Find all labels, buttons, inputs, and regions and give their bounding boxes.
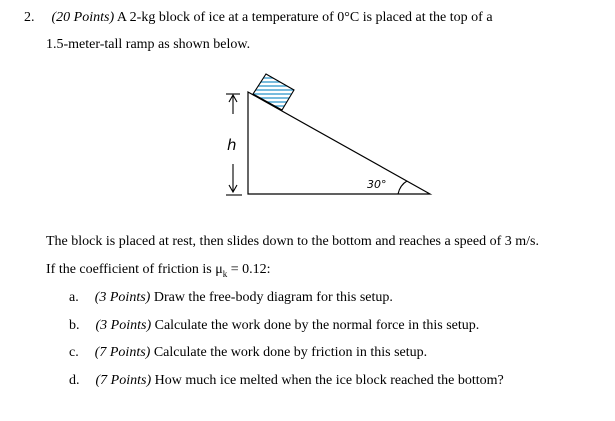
part-letter: b. xyxy=(69,318,80,333)
part-letter: a. xyxy=(69,290,79,305)
part-text: Calculate the work done by the normal force in this setup. xyxy=(154,318,480,333)
ramp-diagram xyxy=(220,64,440,204)
ice-block xyxy=(253,74,294,110)
list-item xyxy=(69,318,479,334)
part-letter: d. xyxy=(69,373,80,388)
friction-subscript: k xyxy=(222,269,228,279)
part-text: Draw the free-body diagram for this setup. xyxy=(153,290,393,305)
body-line-2 xyxy=(46,262,271,278)
part-text: Calculate the work done by friction in this setup. xyxy=(153,345,428,360)
part-letter: c. xyxy=(69,345,79,360)
problem-number: 2. xyxy=(24,10,35,25)
part-points: (7 Points) xyxy=(95,373,152,388)
angle-label: 30° xyxy=(367,178,387,191)
part-points: (3 Points) xyxy=(94,290,151,305)
problem-line-1 xyxy=(24,10,493,26)
ramp-triangle xyxy=(248,92,430,194)
list-item xyxy=(69,290,393,306)
friction-suffix: = 0.12: xyxy=(227,262,271,277)
problem-text-line-2: 1.5-meter-tall ramp as shown below. xyxy=(46,37,251,52)
body-line-1: The block is placed at rest, then slides down to the bottom and reaches a speed of 3 m/s. xyxy=(46,234,539,249)
list-item xyxy=(69,373,504,389)
list-item xyxy=(69,345,427,361)
part-points: (7 Points) xyxy=(94,345,151,360)
part-text: How much ice melted when the ice block reached the bottom? xyxy=(154,373,504,388)
part-points: (3 Points) xyxy=(95,318,152,333)
problem-text-line-1: A 2-kg block of ice at a temperature of 0°C is placed at the top of a xyxy=(116,10,493,25)
friction-prefix: If the coefficient of friction is μ xyxy=(46,262,223,277)
height-label: h xyxy=(227,136,237,154)
problem-points: (20 Points) xyxy=(51,10,115,25)
angle-arc xyxy=(398,181,407,194)
